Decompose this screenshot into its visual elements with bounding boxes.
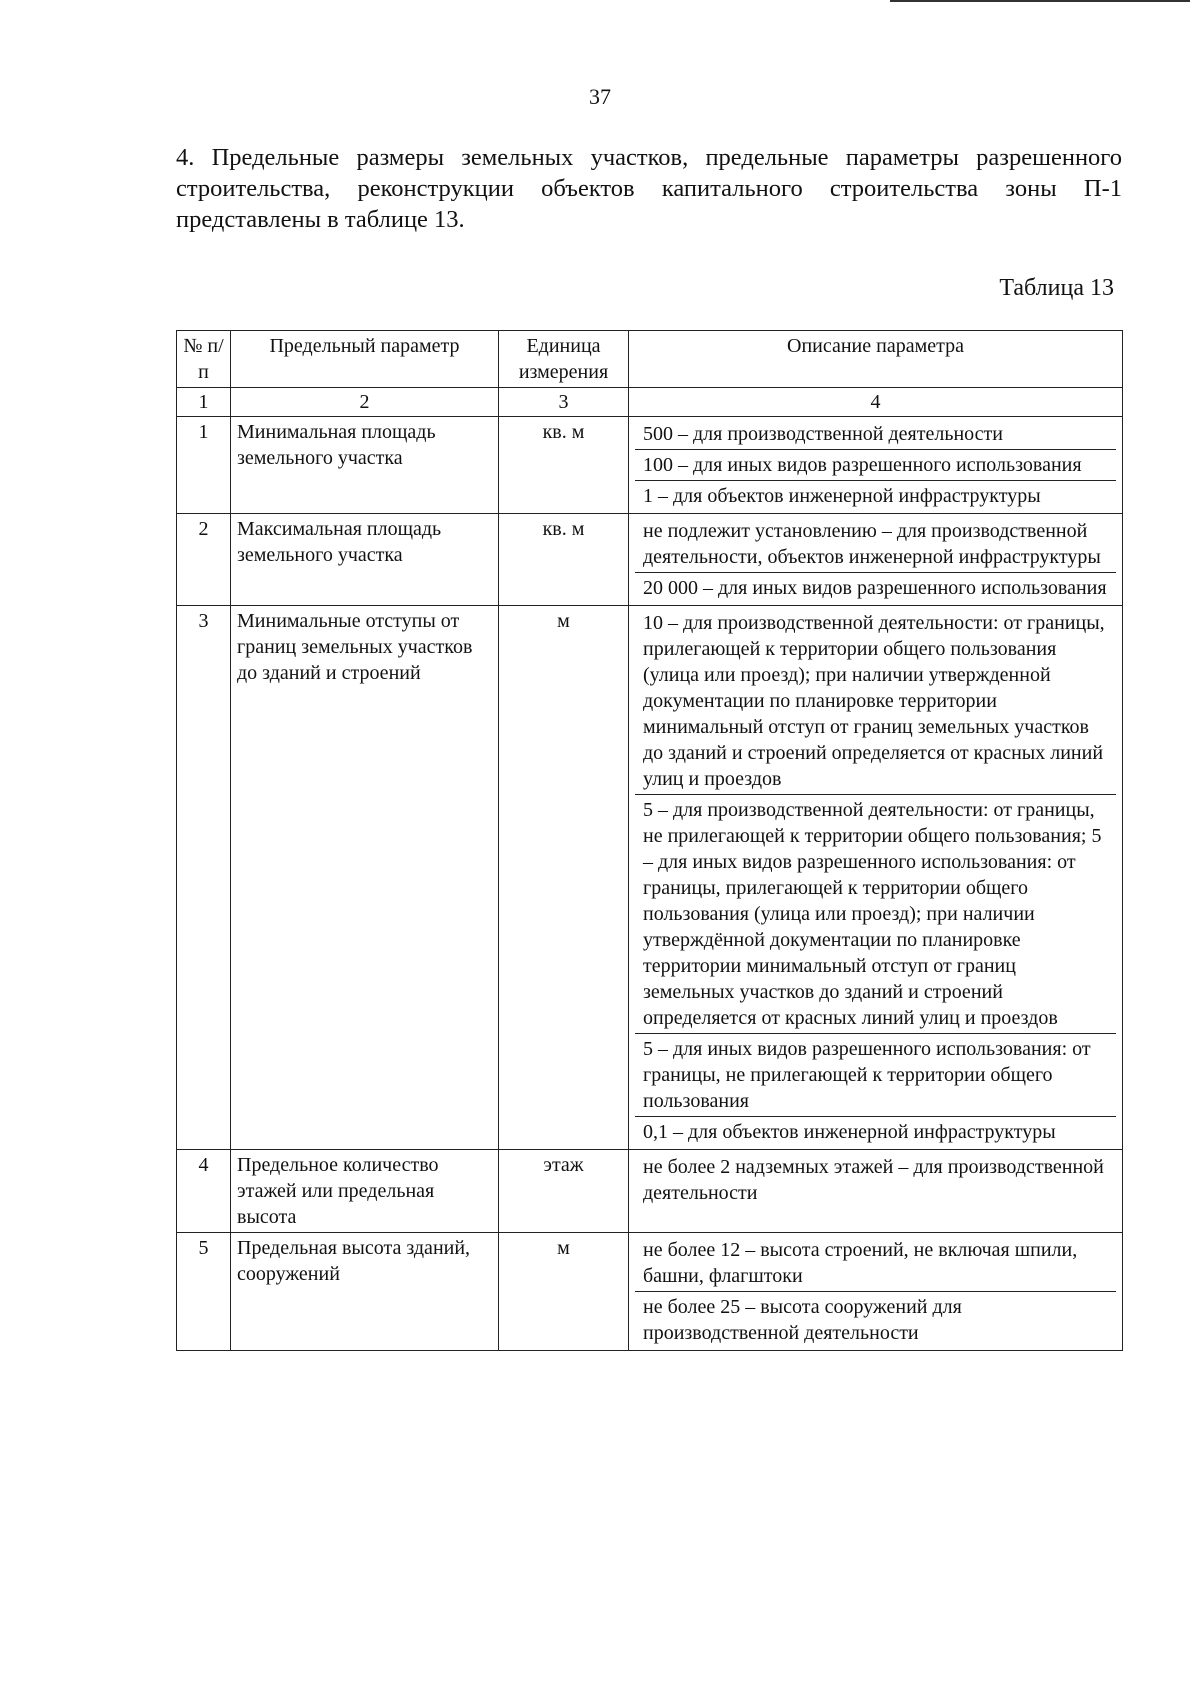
description-item: не подлежит установлению – для производственной деятельности, объектов инженерной инфраструктуры	[643, 520, 1101, 568]
intro-paragraph: 4. Предельные размеры земельных участков, предельные параметры разрешенного строительства, реконструкции объектов капитального строительства зоны П-1 представлены в таблице 13.	[176, 144, 1122, 233]
column-number: 4	[629, 388, 1123, 417]
table-header-row	[177, 331, 1123, 388]
table-row	[177, 606, 1123, 1150]
row-number: 1	[177, 417, 231, 514]
table-caption: Таблица 13	[999, 275, 1114, 301]
table-row	[177, 1233, 1123, 1351]
description-item: 500 – для производственной деятельности	[643, 423, 1003, 445]
header-num: № п/п	[177, 331, 231, 388]
description-item: 1 – для объектов инженерной инфраструктуры	[635, 480, 1116, 511]
description-item: не более 25 – высота сооружений для производственной деятельности	[635, 1291, 1116, 1348]
column-number: 3	[499, 388, 629, 417]
row-number: 5	[177, 1233, 231, 1351]
header-unit: Единица измерения	[499, 331, 629, 388]
row-descriptions	[629, 606, 1123, 1150]
column-number-row	[177, 388, 1123, 417]
row-parameter: Минимальные отступы от границ земельных участков до зданий и строений	[231, 606, 499, 1150]
row-number: 2	[177, 514, 231, 606]
row-number: 3	[177, 606, 231, 1150]
description-item: 10 – для производственной деятельности: от границы, прилегающей к территории общего пользования (улица или проезд); при наличии утвержденной документации по планировке территории минимальный отступ от границ земельных участков до зданий и строений определяется от красных линий улиц и проездов	[643, 612, 1105, 790]
row-parameter: Максимальная площадь земельного участка	[231, 514, 499, 606]
header-param: Предельный параметр	[231, 331, 499, 388]
row-unit: кв. м	[499, 514, 629, 606]
row-parameter: Минимальная площадь земельного участка	[231, 417, 499, 514]
table-row	[177, 1150, 1123, 1233]
row-number: 4	[177, 1150, 231, 1233]
row-descriptions	[629, 514, 1123, 606]
description-item: 20 000 – для иных видов разрешенного использования	[635, 572, 1116, 603]
row-unit: кв. м	[499, 417, 629, 514]
row-unit: м	[499, 606, 629, 1150]
row-unit: этаж	[499, 1150, 629, 1233]
row-unit: м	[499, 1233, 629, 1351]
description-item: 5 – для производственной деятельности: от границы, не прилегающей к территории общего пользования; 5 – для иных видов разрешенного использования: от границы, прилегающей к территории общего пользования (улица или проезд); при наличии утверждённой документации по планировке территории минимальный отступ от границ земельных участков до зданий и строений определяется от красных линий улиц и проездов	[635, 794, 1116, 1033]
table-row	[177, 417, 1123, 514]
header-desc: Описание параметра	[629, 331, 1123, 388]
description-item: 5 – для иных видов разрешенного использования: от границы, не прилегающей к территории общего пользования	[635, 1033, 1116, 1116]
description-item: не более 12 – высота строений, не включая шпили, башни, флагштоки	[643, 1239, 1078, 1287]
description-item: не более 2 надземных этажей – для производственной деятельности	[643, 1156, 1104, 1204]
description-item: 0,1 – для объектов инженерной инфраструктуры	[635, 1116, 1116, 1147]
row-parameter: Предельное количество этажей или предельная высота	[231, 1150, 499, 1233]
description-item: 100 – для иных видов разрешенного использования	[635, 449, 1116, 480]
column-number: 1	[177, 388, 231, 417]
column-number: 2	[231, 388, 499, 417]
row-parameter: Предельная высота зданий, сооружений	[231, 1233, 499, 1351]
row-descriptions	[629, 1150, 1123, 1233]
row-descriptions	[629, 417, 1123, 514]
table-row	[177, 514, 1123, 606]
row-descriptions	[629, 1233, 1123, 1351]
top-edge-line	[890, 0, 1190, 2]
parameters-table	[176, 330, 1123, 1351]
page-number: 37	[589, 84, 611, 109]
